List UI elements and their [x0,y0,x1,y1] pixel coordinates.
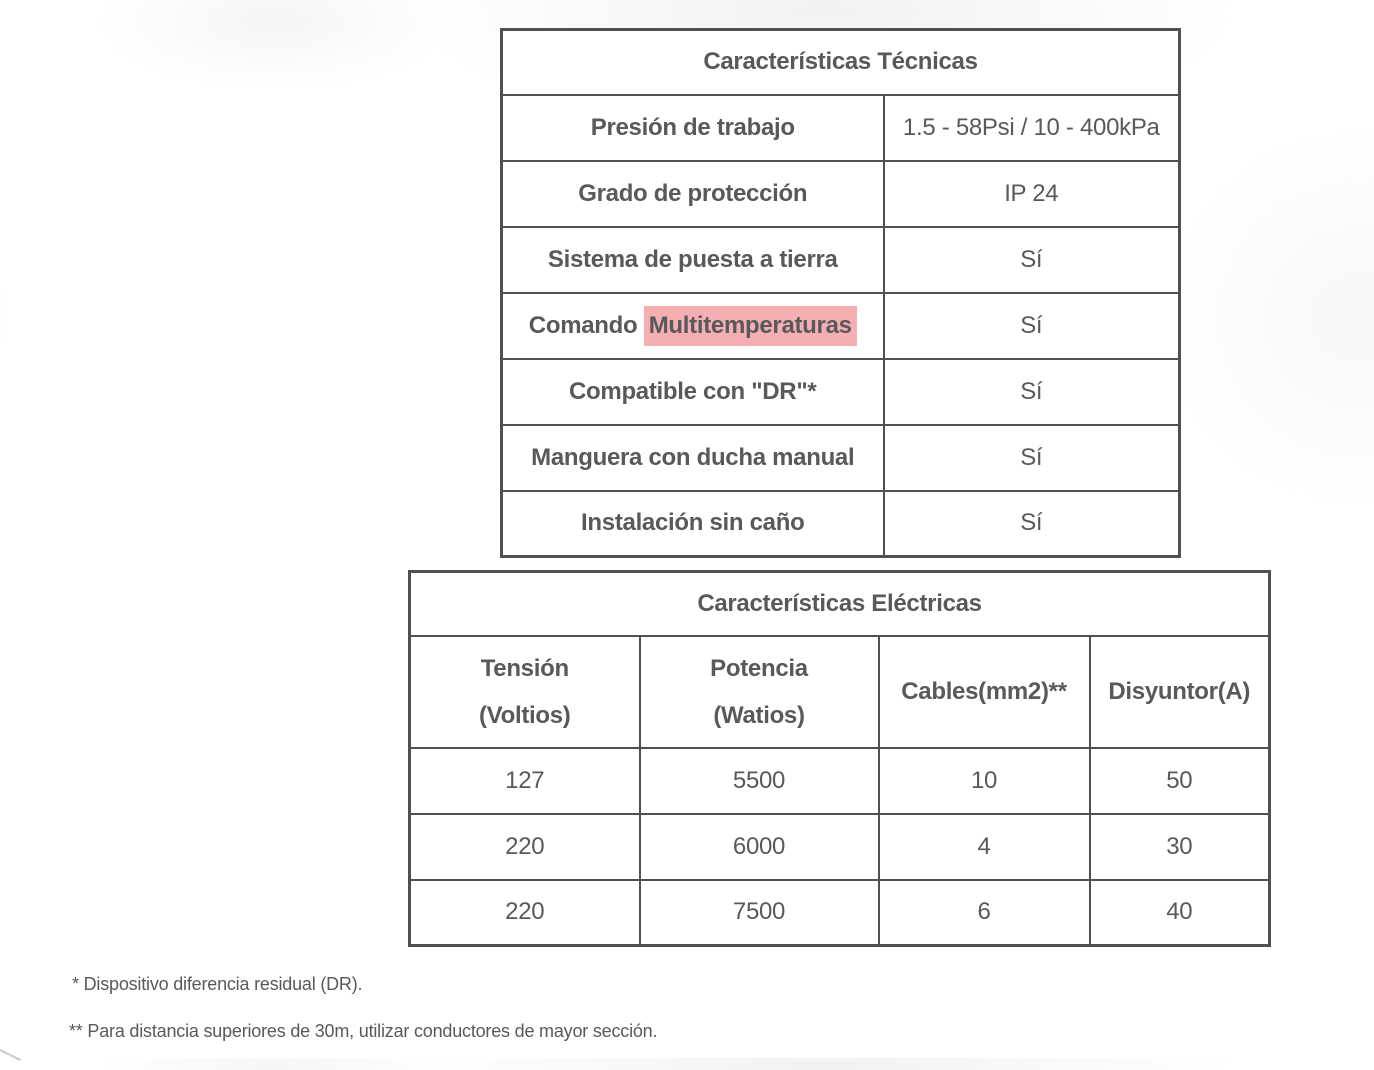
spec-label: Sistema de puesta a tierra [502,227,884,293]
electrical-data-cell: 40 [1090,880,1270,946]
electrical-data-cell: 220 [410,814,640,880]
electrical-data-cell: 5500 [640,748,879,814]
column-header-line: Tensión [480,654,569,682]
electrical-data-row [410,880,1270,946]
spec-label: Comando Multitemperaturas [502,293,884,359]
electrical-data-cell: 7500 [640,880,879,946]
electrical-data-row [410,814,1270,880]
electrical-table-body [410,748,1270,946]
spec-row [502,227,1180,293]
footnote-cable-distance: ** Para distancia superiores de 30m, utilizar conductores de mayor sección. [69,1021,658,1041]
highlighted-text: Multitemperaturas [644,306,857,346]
technical-table-title: Características Técnicas [502,30,1180,95]
column-header [410,636,640,748]
electrical-table-title: Características Eléctricas [410,572,1270,636]
footnote-dr: * Dispositivo diferencia residual (DR). [72,974,363,994]
spec-label: Grado de protección [502,161,884,227]
technical-table-body [502,95,1180,557]
spec-label: Manguera con ducha manual [502,425,884,491]
technical-title-row [502,30,1180,95]
technical-specs-table [500,28,1181,558]
electrical-data-cell: 10 [879,748,1090,814]
electrical-data-cell: 6 [879,880,1090,946]
electrical-data-cell: 4 [879,814,1090,880]
spec-row [502,95,1180,161]
electrical-data-cell: 6000 [640,814,879,880]
column-header-line: Disyuntor(A) [1108,678,1251,705]
column-header-line: (Voltios) [478,701,571,729]
column-header-line: Potencia [710,654,808,682]
column-header-line: Cables(mm2)** [901,678,1067,705]
electrical-data-cell: 220 [410,880,640,946]
spec-row [502,359,1180,425]
electrical-header-row [410,636,1270,748]
column-header [879,636,1090,748]
spec-value: Sí [884,491,1180,557]
column-header [640,636,879,748]
electrical-data-cell: 127 [410,748,640,814]
spec-row [502,425,1180,491]
spec-value: IP 24 [884,161,1180,227]
column-header-line: (Watios) [713,701,805,729]
electrical-data-cell: 30 [1090,814,1270,880]
spec-row [502,491,1180,557]
electrical-title-row [410,572,1270,636]
electrical-data-cell: 50 [1090,748,1270,814]
spec-label: Instalación sin caño [502,491,884,557]
spec-row [502,161,1180,227]
spec-value: Sí [884,425,1180,491]
electrical-data-row [410,748,1270,814]
spec-value: Sí [884,359,1180,425]
spec-label: Compatible con "DR"* [502,359,884,425]
spec-label: Presión de trabajo [502,95,884,161]
spec-row [502,293,1180,359]
electrical-specs-table [408,570,1271,947]
column-header [1090,636,1270,748]
spec-value: Sí [884,293,1180,359]
spec-value: Sí [884,227,1180,293]
spec-value: 1.5 - 58Psi / 10 - 400kPa [884,95,1180,161]
